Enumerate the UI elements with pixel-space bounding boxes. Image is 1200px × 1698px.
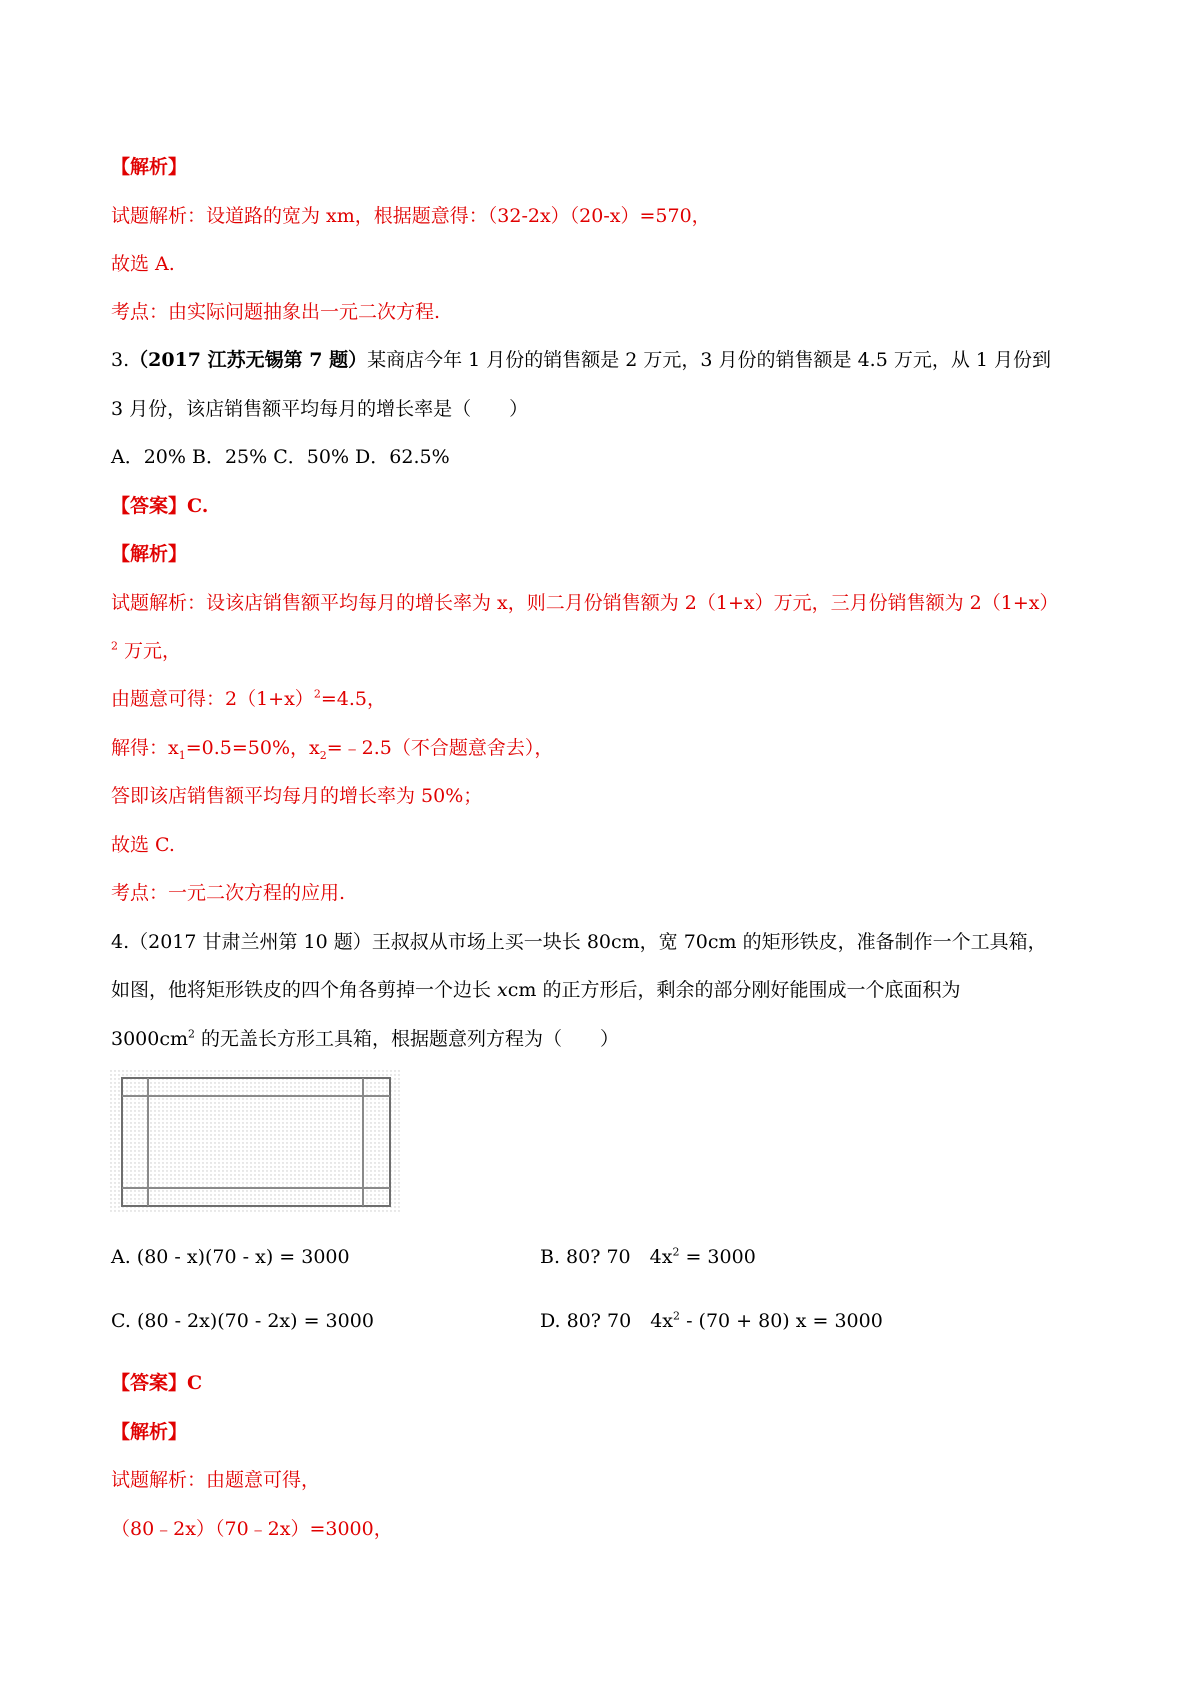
choice-text: 故选 A. bbox=[111, 253, 175, 275]
equation-line bbox=[111, 686, 386, 712]
stem-part: cm 的正方形后，剩余的部分刚好能围成一个底面积为 bbox=[507, 979, 961, 1001]
option-b-part: = 3000 bbox=[679, 1246, 756, 1268]
exponent: 2 bbox=[672, 1245, 680, 1259]
option-d-part: D. 80? 70 4x bbox=[540, 1310, 674, 1332]
analysis-text: 试题解析：设道路的宽为 xm，根据题意得：（32-2x）（20-x）=570， bbox=[111, 205, 711, 227]
exponent: 2 bbox=[111, 639, 118, 653]
exponent: 2 bbox=[673, 1309, 681, 1323]
question-stem: 某商店今年 1 月份的销售额是 2 万元，3 月份的销售额是 4.5 万元，从 1 月份到 bbox=[367, 349, 1052, 371]
exponent: 2 bbox=[313, 687, 321, 701]
solution-part: 解得：x bbox=[111, 737, 179, 759]
question-4-line3 bbox=[111, 1026, 619, 1052]
solution-part: =0.5=50%，x bbox=[185, 737, 320, 759]
analysis-line1: 试题解析：由题意可得， bbox=[111, 1469, 321, 1491]
answer-text: 【答案】C bbox=[111, 1372, 203, 1394]
variable-x: x bbox=[497, 979, 508, 1001]
stem-part: 如图，他将矩形铁皮的四个角各剪掉一个边长 bbox=[111, 979, 498, 1001]
analysis-line1: 试题解析：设该店销售额平均每月的增长率为 x，则二月份销售额为 2（1+x）万元，三月份销售额为 2（1+x） bbox=[111, 592, 1059, 614]
equation-suffix: =4.5， bbox=[320, 688, 386, 710]
option-d-part: - (70 + 80) x = 3000 bbox=[680, 1310, 883, 1332]
option-d bbox=[540, 1308, 883, 1334]
question-3-line1 bbox=[111, 347, 1051, 373]
option-c: C. (80 - 2x)(70 - 2x) = 3000 bbox=[111, 1310, 374, 1332]
conclusion-line: 答即该店销售额平均每月的增长率为 50%； bbox=[111, 785, 483, 807]
analysis-header: 【解析】 bbox=[111, 156, 188, 178]
analysis-header: 【解析】 bbox=[111, 543, 188, 565]
solution-part: =﹣2.5（不合题意舍去）， bbox=[326, 737, 554, 759]
equation-prefix: 由题意可得：2（1+x） bbox=[111, 688, 314, 710]
question-source: （2017 江苏无锡第 7 题） bbox=[129, 349, 368, 371]
choice-text: 故选 C. bbox=[111, 834, 175, 856]
question-3-line2: 3 月份，该店销售额平均每月的增长率是（ ） bbox=[111, 398, 529, 420]
question-3-options: A．20% B．25% C．50% D．62.5% bbox=[111, 446, 450, 468]
question-number: 3. bbox=[111, 349, 130, 371]
keypoint-text: 考点：一元二次方程的应用. bbox=[111, 882, 346, 904]
subscript: 2 bbox=[319, 748, 327, 762]
question-4-line1: 4.（2017 甘肃兰州第 10 题）王叔叔从市场上买一块长 80cm，宽 70cm 的矩形铁皮，准备制作一个工具箱， bbox=[111, 931, 1047, 953]
analysis-line2 bbox=[111, 638, 181, 664]
option-b bbox=[540, 1244, 756, 1270]
analysis-line2-text: 万元， bbox=[118, 640, 182, 662]
iron-sheet-figure bbox=[110, 1070, 402, 1214]
analysis-line2: （80﹣2x）（70﹣2x）=3000， bbox=[111, 1518, 393, 1540]
exponent: 2 bbox=[188, 1027, 196, 1041]
stem-part: 3000cm bbox=[111, 1028, 189, 1050]
analysis-header: 【解析】 bbox=[111, 1421, 188, 1443]
keypoint-text: 考点：由实际问题抽象出一元二次方程. bbox=[111, 301, 441, 323]
option-a: A. (80 - x)(70 - x) = 3000 bbox=[111, 1246, 350, 1268]
subscript: 1 bbox=[178, 748, 186, 762]
solution-line bbox=[111, 735, 553, 761]
option-b-part: B. 80? 70 4x bbox=[540, 1246, 673, 1268]
stem-part: 的无盖长方形工具箱，根据题意列方程为（ ） bbox=[195, 1028, 620, 1050]
answer-text: 【答案】C. bbox=[111, 495, 209, 517]
question-4-line2 bbox=[111, 977, 960, 1003]
figure-background bbox=[110, 1070, 402, 1214]
